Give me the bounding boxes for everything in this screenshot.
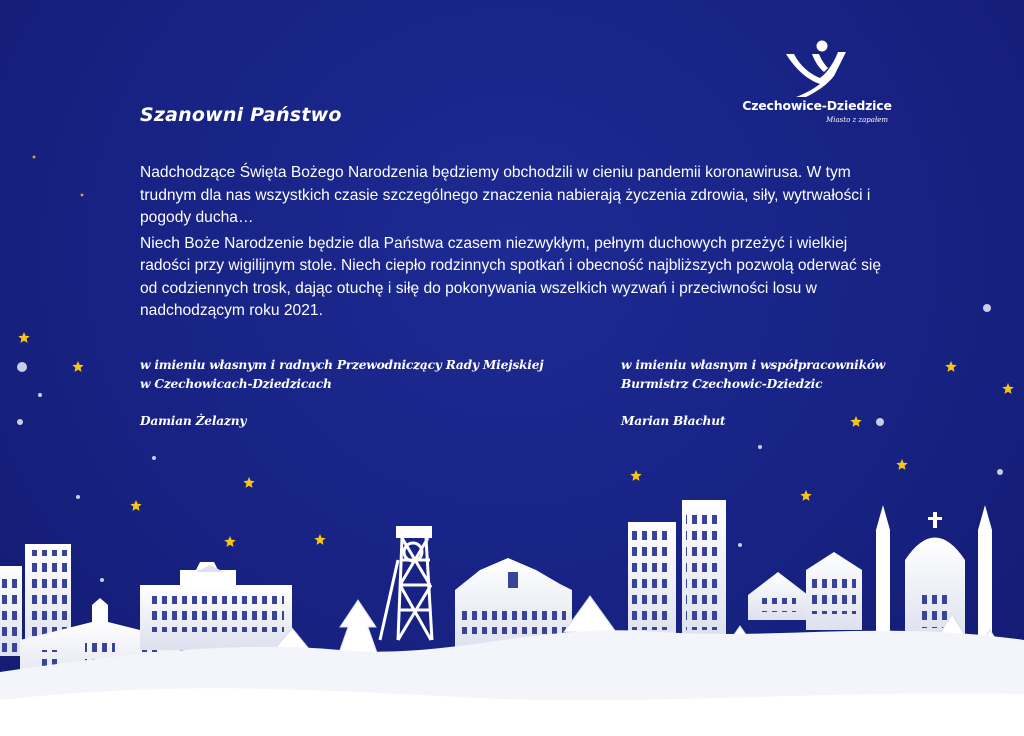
star-icon [945, 361, 956, 372]
snow-dot [38, 393, 42, 397]
church-building [876, 505, 992, 640]
signature-name: Marian Błachut [621, 414, 726, 428]
apartment-block [628, 500, 726, 642]
signature-council-chairman [140, 356, 543, 431]
snow-dot [983, 304, 991, 312]
signature-name: Damian Żelazny [140, 414, 247, 428]
snow-dot [997, 469, 1003, 475]
star-icon [1002, 383, 1013, 394]
snow-dot [17, 419, 23, 425]
palace-building [140, 562, 292, 650]
message-paragraph: Niech Boże Narodzenie będzie dla Państwa czasem niezwykłym, pełnym duchowych przeżyć i wielkiej radości przy wigilijnym stole. Niech ciepło rodzinnych spotkań i obecność najbliższych pozwolą oderwać się od codziennych trosk, dając otuchę i siłę do pokonywania wszelkich wyzwań i przeciwności losu w nadchodzącym roku 2021. [140, 234, 882, 319]
city-logo-icon [782, 40, 852, 98]
signature-role: w imieniu własnym i współpracowników [621, 358, 886, 372]
star-icon [32, 155, 36, 159]
city-logo [742, 40, 892, 130]
snowy-town-illustration [0, 490, 1024, 736]
mine-shaft-tower [380, 526, 432, 640]
snow-dot [152, 456, 156, 460]
star-icon [630, 470, 641, 481]
star-icon [243, 477, 254, 488]
snow-dot [17, 362, 27, 372]
greeting-message [140, 162, 900, 323]
signature-mayor [621, 356, 885, 431]
star-icon [18, 332, 29, 343]
greeting-heading: Szanowni Państwo [140, 104, 342, 126]
star-icon [72, 361, 83, 372]
city-logo-slogan: Miasto z zapałem [826, 116, 888, 124]
snow-dot [758, 445, 762, 449]
family-houses [748, 552, 862, 630]
city-logo-name: Czechowice-Dziedzice [742, 98, 892, 113]
star-icon [80, 193, 84, 197]
signature-role: Burmistrz Czechowic-Dziedzic [621, 377, 823, 391]
signature-role: w imieniu własnym i radnych Przewodniczący Rady Miejskiej [140, 358, 544, 372]
signature-role: w Czechowicach-Dziedzicach [140, 377, 332, 391]
star-icon [896, 459, 907, 470]
message-paragraph: Nadchodzące Święta Bożego Narodzenia będziemy obchodzili w cieniu pandemii koronawirusa. W tym trudnym dla nas wszystkich czasie szczególnego znaczenia nabierają życzenia zdrowia, siły, wytrwałości i pogody ducha… [140, 164, 871, 226]
